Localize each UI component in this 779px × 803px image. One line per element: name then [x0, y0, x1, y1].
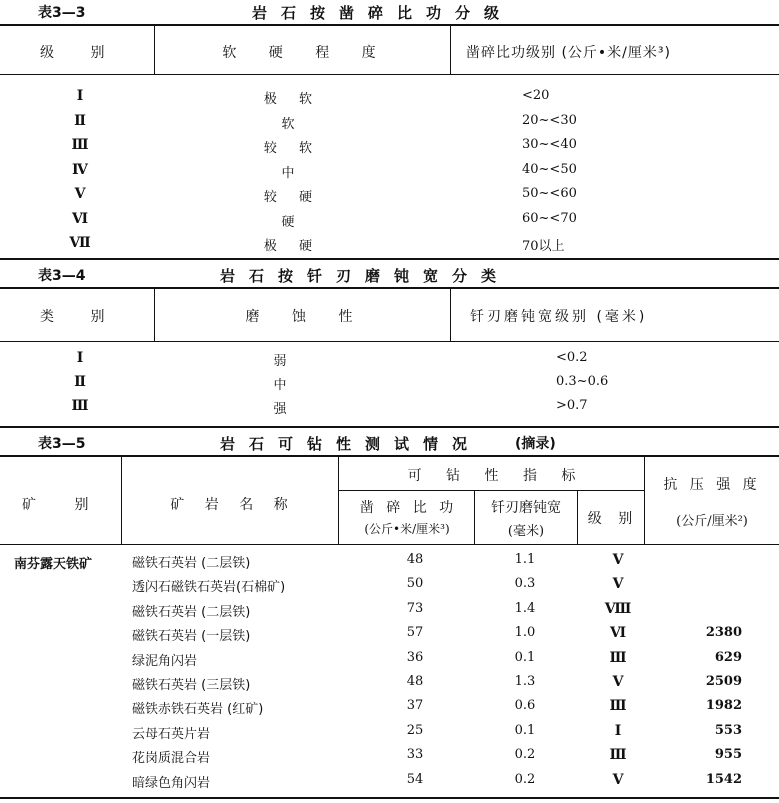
- wear-label: 弱: [273, 354, 287, 369]
- grade-numeral: Ⅴ: [612, 576, 624, 593]
- column-header: 凿碎比功级别 (公斤•米/厘米³): [466, 45, 671, 61]
- grade-numeral: Ⅴ: [612, 674, 624, 690]
- blunt-value: 0.3: [514, 576, 536, 592]
- work-value: 25: [406, 722, 424, 738]
- work-range: 50~<60: [522, 186, 577, 201]
- rock-name: 磁铁石英岩 (三层铁): [132, 678, 251, 693]
- table-title: 岩石按凿碎比功分级: [252, 4, 514, 22]
- column-divider: [121, 457, 122, 544]
- table-rule: [0, 74, 779, 75]
- rock-name: 磁铁石英岩 (二层铁): [132, 556, 251, 571]
- strength-value: 2509: [705, 674, 742, 689]
- grade-numeral: Ⅳ: [72, 161, 88, 178]
- grade-numeral: Ⅵ: [71, 210, 89, 227]
- work-range: 60~<70: [522, 210, 577, 226]
- grade-numeral: Ⅰ: [614, 722, 622, 739]
- column-header-grade: 级 别: [587, 511, 635, 527]
- column-header-strength-unit: (公斤/厘米²): [676, 514, 748, 529]
- hardness-label: 软: [281, 116, 295, 132]
- work-value: 37: [406, 698, 424, 714]
- blunt-range: <0.2: [556, 350, 588, 365]
- blunt-range: 0.3~0.6: [556, 374, 609, 389]
- grade-numeral: Ⅱ: [74, 374, 86, 390]
- blunt-value: 1.0: [514, 625, 536, 641]
- column-header-blunt: 钎刃磨钝宽: [491, 500, 561, 516]
- column-header-work-unit: (公斤•米/厘米³): [364, 522, 450, 536]
- rock-name: 绿泥角闪岩: [132, 653, 198, 669]
- column-group-header: 可 钻 性 指 标: [407, 468, 578, 484]
- strength-value: 553: [714, 722, 742, 738]
- rock-name: 云母石英片岩: [132, 726, 211, 742]
- table-number: 表3—5: [38, 436, 86, 452]
- blunt-value: 0.1: [514, 722, 536, 738]
- column-header: 磨 蚀 性: [245, 309, 355, 325]
- work-value: 57: [406, 625, 424, 641]
- grade-numeral: Ⅴ: [612, 552, 624, 568]
- column-header-mine: 矿 别: [22, 497, 91, 513]
- hardness-label: 较 硬: [263, 190, 313, 205]
- strength-value: 1542: [705, 771, 742, 787]
- column-divider: [154, 289, 155, 341]
- grade-numeral: Ⅱ: [74, 112, 86, 129]
- column-header: 类 别: [40, 309, 107, 325]
- table-number: 表3—3: [38, 5, 86, 21]
- grade-numeral: Ⅵ: [609, 625, 627, 642]
- grade-numeral: Ⅲ: [609, 649, 627, 666]
- column-header-strength: 抗 压 强 度: [663, 477, 761, 493]
- blunt-value: 1.3: [514, 674, 536, 689]
- column-header-rock: 矿 岩 名 称: [170, 497, 290, 513]
- rock-name: 磁铁赤铁石英岩 (红矿): [132, 702, 264, 718]
- table-rule: [0, 287, 779, 289]
- work-value: 73: [406, 600, 424, 616]
- rock-name: 磁铁石英岩 (二层铁): [132, 604, 251, 620]
- grade-numeral: Ⅲ: [609, 747, 627, 764]
- table-title-suffix: (摘录): [515, 436, 556, 452]
- column-header: 级 别: [40, 45, 107, 61]
- grade-numeral: Ⅶ: [69, 235, 91, 251]
- work-value: 54: [406, 771, 424, 787]
- wear-label: 强: [273, 402, 287, 417]
- grade-numeral: Ⅰ: [76, 350, 84, 366]
- hardness-label: 硬: [281, 214, 295, 230]
- column-divider: [450, 26, 451, 74]
- rock-name: 透闪石磁铁石英岩(石棉矿): [132, 580, 286, 596]
- grade-numeral: Ⅲ: [609, 698, 627, 715]
- column-divider: [154, 26, 155, 74]
- strength-value: 1982: [705, 698, 742, 714]
- work-range: 40~<50: [522, 161, 577, 177]
- grade-numeral: Ⅴ: [74, 186, 86, 202]
- work-value: 36: [406, 649, 424, 665]
- column-header-work: 凿 碎 比 功: [359, 500, 455, 516]
- table-rule: [0, 544, 779, 545]
- strength-value: 955: [714, 747, 742, 763]
- hardness-label: 极 软: [263, 92, 313, 107]
- column-header: 钎刃磨钝宽级别 (毫米): [470, 309, 648, 325]
- mine-name: 南芬露天铁矿: [14, 557, 93, 572]
- grade-numeral: Ⅷ: [604, 600, 632, 617]
- table-number: 表3—4: [38, 268, 86, 284]
- table-rule: [0, 341, 779, 342]
- work-range: 70以上: [522, 239, 565, 254]
- column-divider: [644, 457, 645, 544]
- table-rule: [0, 24, 779, 26]
- work-range: 30~<40: [522, 137, 577, 152]
- blunt-value: 0.2: [514, 771, 536, 787]
- hardness-label: 中: [281, 165, 295, 181]
- strength-value: 629: [714, 649, 742, 665]
- blunt-value: 0.1: [514, 649, 536, 665]
- blunt-value: 0.2: [514, 747, 536, 763]
- blunt-value: 1.4: [514, 600, 536, 616]
- grade-numeral: Ⅴ: [612, 771, 624, 788]
- wear-label: 中: [273, 378, 287, 393]
- table-title: 岩石按钎刃磨钝宽分类: [220, 267, 511, 285]
- column-header-blunt-unit: (毫米): [507, 524, 545, 539]
- blunt-range: >0.7: [556, 398, 588, 413]
- work-value: 48: [406, 552, 424, 567]
- rock-name: 花岗质混合岩: [132, 751, 211, 767]
- blunt-value: 1.1: [514, 552, 536, 567]
- column-divider: [450, 289, 451, 341]
- work-range: 20~<30: [522, 112, 577, 128]
- rock-name: 磁铁石英岩 (一层铁): [132, 629, 251, 645]
- work-value: 50: [406, 576, 424, 592]
- work-value: 48: [406, 674, 424, 689]
- header-subrule: [338, 490, 644, 491]
- table-rule: [0, 426, 779, 428]
- blunt-value: 0.6: [514, 698, 536, 714]
- hardness-label: 较 软: [263, 141, 313, 156]
- column-header: 软 硬 程 度: [222, 45, 378, 61]
- table-title: 岩石可钻性测试情况: [220, 435, 482, 453]
- table-rule: [0, 455, 779, 457]
- work-value: 33: [406, 747, 424, 763]
- hardness-label: 极 硬: [263, 239, 313, 254]
- rock-name: 暗绿色角闪岩: [132, 775, 211, 791]
- table-rule: [0, 258, 779, 260]
- grade-numeral: Ⅰ: [76, 88, 84, 104]
- strength-value: 2380: [705, 625, 742, 641]
- work-range: <20: [522, 88, 550, 103]
- grade-numeral: Ⅲ: [71, 398, 89, 414]
- grade-numeral: Ⅲ: [71, 137, 89, 153]
- table-rule: [0, 797, 779, 799]
